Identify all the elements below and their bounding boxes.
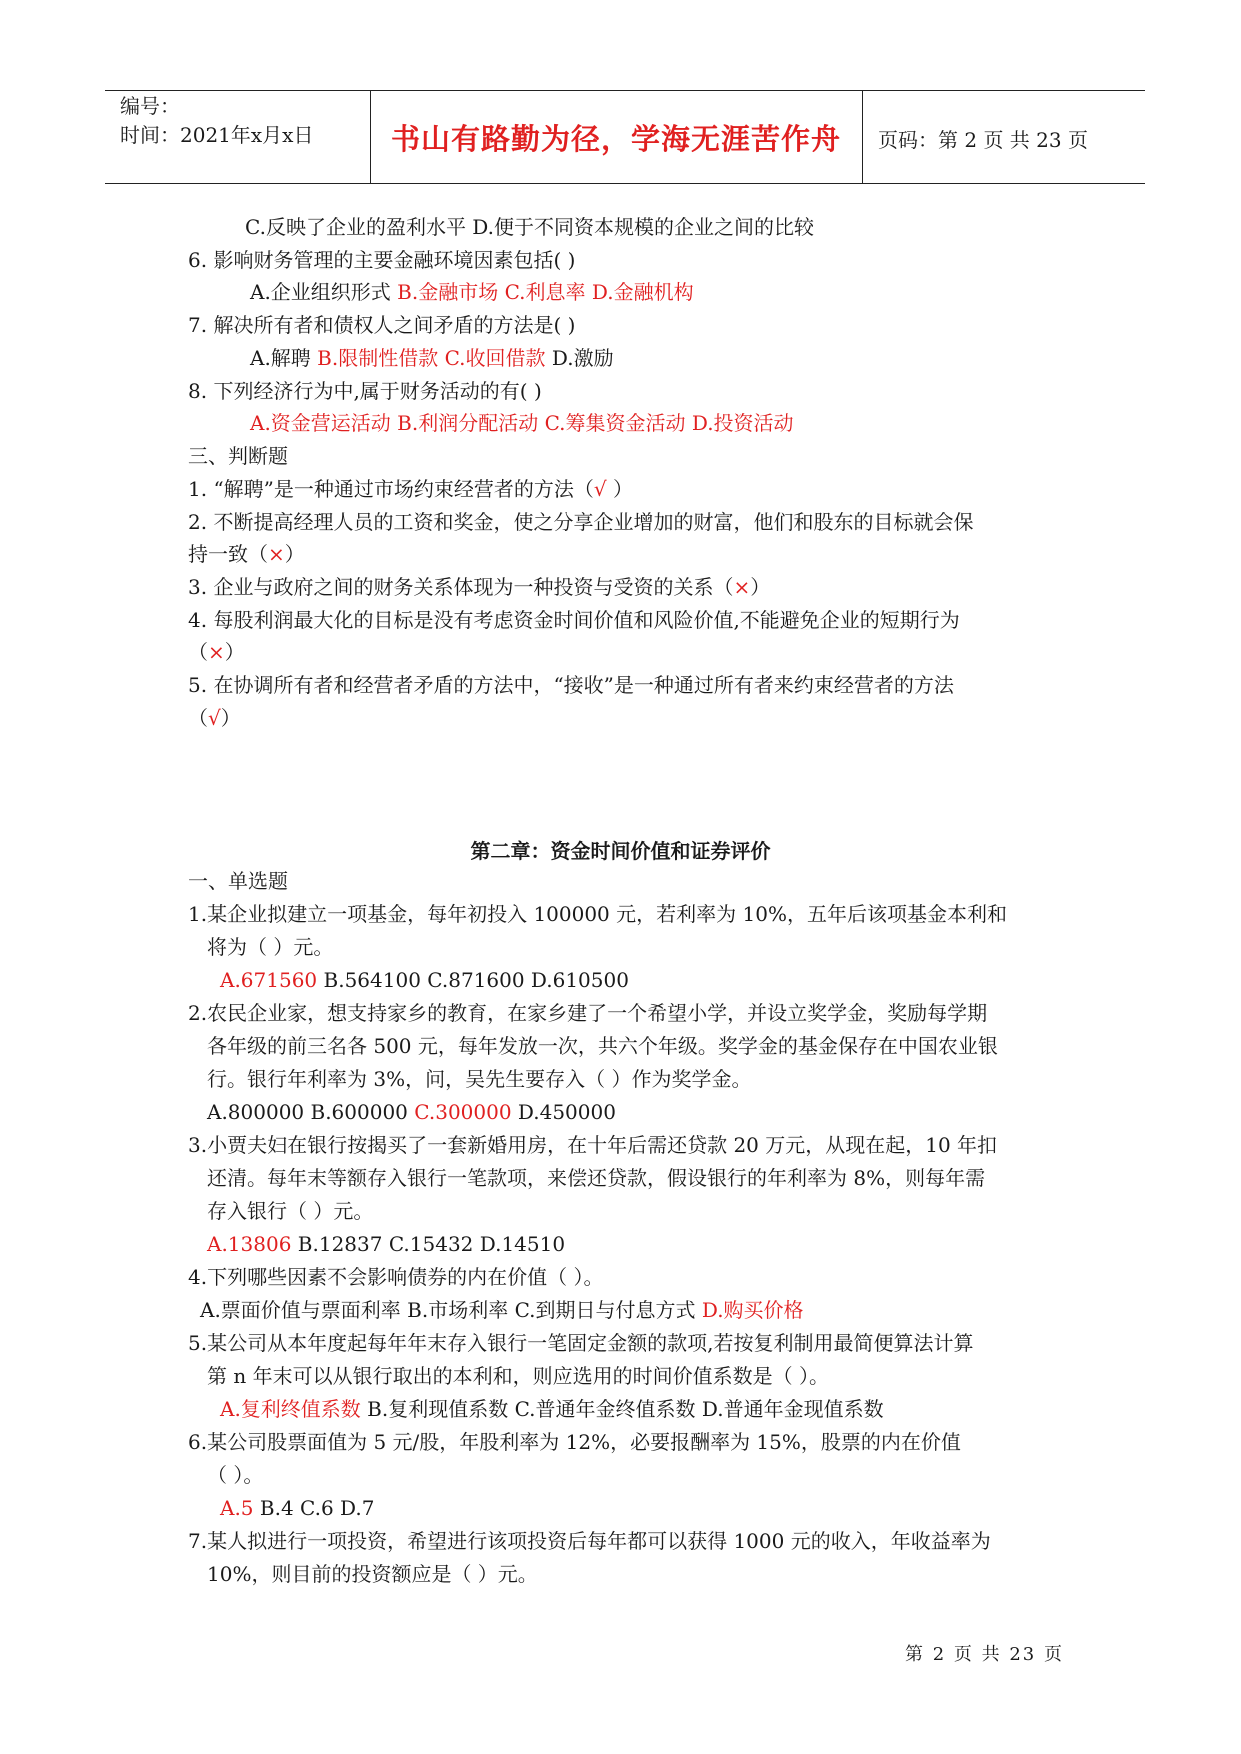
judgement-1-close: ） <box>606 477 633 501</box>
c2-q2-options <box>207 1099 616 1125</box>
q7-option-d: D.激励 <box>551 346 614 370</box>
q8-answer: A.资金营运活动 B.利润分配活动 C.筹集资金活动 D.投资活动 <box>250 411 794 435</box>
c2-q2-answer: C.300000 <box>414 1100 512 1124</box>
c2-q5-line2: 第 n 年末可以从银行取出的本利和，则应选用的时间价值系数是（ ）。 <box>207 1364 829 1388</box>
header-time-label: 时间：2021年x月x日 <box>120 123 314 147</box>
judgement-1 <box>188 476 633 502</box>
judgement-5-line2 <box>188 705 241 731</box>
chapter-2-title: 第二章：资金时间价值和证券评价 <box>470 839 771 863</box>
header-top-rule <box>105 90 1145 91</box>
q7-options <box>250 345 614 371</box>
judgement-3-close: ） <box>750 575 771 599</box>
c2-q1-line1: 1.某企业拟建立一项基金，每年初投入 100000 元，若利率为 10%，五年后该项基金本利和 <box>188 902 1007 926</box>
c2-q3-line1: 3.小贾夫妇在银行按揭买了一套新婚用房，在十年后需还贷款 20 万元，从现在起，10 年扣 <box>188 1133 998 1157</box>
judgement-1-text: 1. “解聘”是一种通过市场约束经营者的方法（ <box>188 477 594 501</box>
c2-q6-line1: 6.某公司股票面值为 5 元/股，年股利率为 12%，必要报酬率为 15%，股票的内在价值 <box>188 1430 961 1454</box>
c2-q5-options <box>220 1396 884 1422</box>
c2-q1-line2: 将为（ ）元。 <box>207 935 334 959</box>
judgement-3 <box>188 574 770 600</box>
c2-q4-answer: D.购买价格 <box>701 1298 804 1322</box>
header-number-label: 编号： <box>120 94 180 118</box>
judgement-4-text: （ <box>188 640 208 664</box>
c2-q6-answer: A.5 <box>220 1496 254 1520</box>
c2-q2-line1: 2.农民企业家，想支持家乡的教育，在家乡建了一个希望小学，并设立奖学金，奖励每学期 <box>188 1001 988 1025</box>
judgement-5-text: （ <box>188 706 208 730</box>
c2-q5-line1: 5.某公司从本年度起每年年末存入银行一笔固定金额的款项,若按复利制用最简便算法计算 <box>188 1331 974 1355</box>
judgement-4-close: ） <box>224 640 245 664</box>
q8-stem: 8. 下列经济行为中,属于财务活动的有( ) <box>188 379 542 403</box>
c2-q1-other-options: B.564100 C.871600 D.610500 <box>317 968 629 992</box>
c2-q6-line2: （ ）。 <box>207 1463 264 1487</box>
judgement-2-answer: × <box>268 542 285 566</box>
c2-q3-answer: A.13806 <box>207 1232 292 1256</box>
c2-q3-options <box>207 1231 565 1257</box>
c2-q7-line2: 10%，则目前的投资额应是（ ）元。 <box>207 1562 538 1586</box>
judgement-2-close: ） <box>284 542 305 566</box>
c2-q1-answer: A.671560 <box>220 968 318 992</box>
judgement-4-line2 <box>188 639 245 665</box>
judgement-5-line1: 5. 在协调所有者和经营者矛盾的方法中，“接收”是一种通过所有者来约束经营者的方法 <box>188 673 954 697</box>
c2-q5-other-options: B.复利现值系数 C.普通年金终值系数 D.普通年金现值系数 <box>360 1397 884 1421</box>
judgement-2-text: 持一致（ <box>188 542 268 566</box>
c2-q2-line2: 各年级的前三名各 500 元，每年发放一次，共六个年级。奖学金的基金保存在中国农业银 <box>207 1034 998 1058</box>
c2-q1-options <box>220 967 629 993</box>
header-divider-right <box>862 90 863 184</box>
judgement-2-line2 <box>188 541 305 567</box>
header-page-info: 页码：第 2 页 共 23 页 <box>878 128 1088 152</box>
judgement-5-close: ） <box>220 706 241 730</box>
c2-q3-other-options: B.12837 C.15432 D.14510 <box>291 1232 566 1256</box>
judgement-4-line1: 4. 每股利润最大化的目标是没有考虑资金时间价值和风险价值,不能避免企业的短期行为 <box>188 608 960 632</box>
section-judgement-heading: 三、判断题 <box>188 444 288 468</box>
page-footer: 第 2 页 共 23 页 <box>905 1644 1064 1665</box>
c2-q4-options <box>200 1297 804 1323</box>
c2-q4-stem: 4.下列哪些因素不会影响债券的内在价值（ ）。 <box>188 1265 604 1289</box>
c2-q2-option-d: D.450000 <box>511 1100 616 1124</box>
header-motto: 书山有路勤为径，学海无涯苦作舟 <box>390 122 841 156</box>
c2-q6-other-options: B.4 C.6 D.7 <box>253 1496 375 1520</box>
c2-q3-line3: 存入银行（ ）元。 <box>207 1199 374 1223</box>
q7-answer: B.限制性借款 C.收回借款 <box>317 346 552 370</box>
q6-stem: 6. 影响财务管理的主要金融环境因素包括( ) <box>188 248 576 272</box>
judgement-3-answer: × <box>733 575 751 599</box>
q6-option-a: A.企业组织形式 <box>250 280 398 304</box>
q6-answer: B.金融市场 C.利息率 D.金融机构 <box>397 280 694 304</box>
judgement-1-answer: √ <box>593 477 607 501</box>
c2-q2-line3: 行。银行年利率为 3%，问，吴先生要存入（ ）作为奖学金。 <box>207 1067 752 1091</box>
q6-options <box>250 279 694 305</box>
c2-q7-line1: 7.某人拟进行一项投资，希望进行该项投资后每年都可以获得 1000 元的收入，年收益率为 <box>188 1529 991 1553</box>
header-bottom-rule <box>105 183 1145 184</box>
c2-q5-answer: A.复利终值系数 <box>220 1397 361 1421</box>
q7-stem: 7. 解决所有者和债权人之间矛盾的方法是( ) <box>188 313 576 337</box>
header-meta <box>120 92 313 150</box>
c2-q3-line2: 还清。每年末等额存入银行一笔款项，来偿还贷款，假设银行的年利率为 8%，则每年需 <box>207 1166 986 1190</box>
section-single-choice-heading: 一、单选题 <box>188 869 288 893</box>
q5-options-cd: C.反映了企业的盈利水平 D.便于不同资本规模的企业之间的比较 <box>245 215 814 239</box>
q7-option-a: A.解聘 <box>250 346 318 370</box>
judgement-5-answer: √ <box>208 706 221 730</box>
judgement-2-line1: 2. 不断提高经理人员的工资和奖金，使之分享企业增加的财富，他们和股东的目标就会保 <box>188 510 974 534</box>
c2-q2-options-ab: A.800000 B.600000 <box>207 1100 415 1124</box>
judgement-3-text: 3. 企业与政府之间的财务关系体现为一种投资与受资的关系（ <box>188 575 734 599</box>
judgement-4-answer: × <box>208 640 225 664</box>
c2-q6-options <box>220 1495 374 1521</box>
c2-q4-options-abc: A.票面价值与票面利率 B.市场利率 C.到期日与付息方式 <box>200 1298 702 1322</box>
